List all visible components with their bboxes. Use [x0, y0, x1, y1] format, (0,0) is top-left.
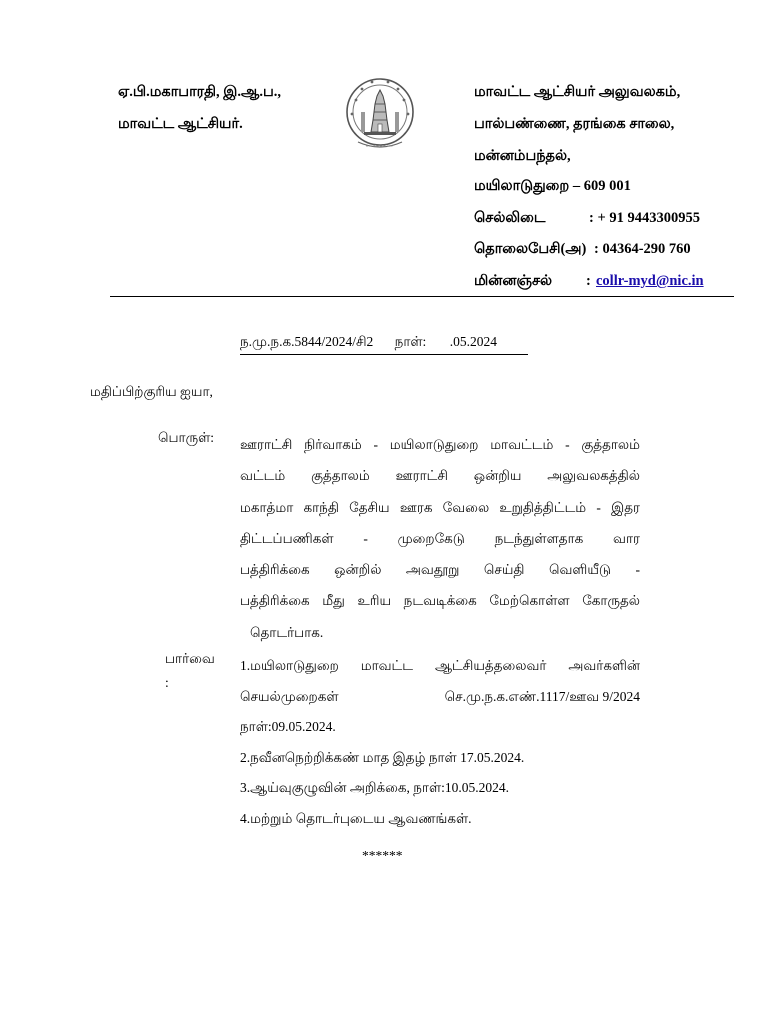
reference-date-label: நாள்:: [394, 334, 427, 349]
phone-number: : 04364-290 760: [594, 241, 691, 257]
mobile-number: : + 91 9443300955: [589, 210, 700, 226]
email-label: மின்னஞ்சல்: [474, 273, 553, 289]
office-address-line3: மன்னம்பந்தல்,: [474, 148, 571, 164]
mobile-label: செல்லிடை: [474, 210, 546, 226]
tamil-nadu-emblem-icon: [344, 76, 416, 154]
reference-item-1-date: நாள்:09.05.2024.: [240, 719, 336, 734]
salutation: மதிப்பிற்குரிய ஐயா,: [90, 384, 213, 399]
subject-line: பத்திரிக்கை மீது உரிய நடவடிக்கை மேற்கொள்ள கோருதல்: [240, 593, 640, 609]
references-label: பார்வை: [165, 651, 215, 666]
subject-line: பத்திரிக்கை ஒன்றில் அவதூறு செய்தி வெளியீடு -: [240, 562, 640, 578]
reference-item-3: 3.ஆய்வுகுழுவின் அறிக்கை, நாள்:10.05.2024.: [240, 780, 510, 795]
reference-date-value: .05.2024: [449, 334, 497, 349]
office-address-line2: பால்பண்ணை, தரங்கை சாலை,: [474, 116, 675, 132]
reference-item-2: 2.நவீனநெற்றிக்கண் மாத இதழ் நாள் 17.05.2024.: [240, 749, 525, 765]
reference-item-1-line2: [240, 682, 640, 713]
subject-line: திட்டப்பணிகள் - முறைகேடு நடந்துள்ளதாக வார: [240, 530, 640, 546]
reference-item-1-proceedings: செயல்முறைகள்: [240, 688, 339, 704]
section-separator: ******: [362, 848, 403, 863]
sender-designation: மாவட்ட ஆட்சியர்.: [118, 116, 243, 132]
subject-line: ஊராட்சி நிர்வாகம் - மயிலாடுதுறை மாவட்டம் - குத்தாலம்: [240, 437, 640, 452]
email-link[interactable]: collr-myd@nic.in: [596, 273, 704, 289]
subject-label: பொருள்:: [158, 430, 215, 445]
reference-line: [240, 334, 528, 355]
reference-item-1-number: செ.மு.ந.க.எண்.1117/ஊவ 9/2024: [444, 688, 640, 704]
office-address-line4: மயிலாடுதுறை – 609 001: [474, 178, 631, 194]
subject-line: மகாத்மா காந்தி தேசிய ஊரக வேலை உறுதித்திட்டம் - இதர: [240, 499, 640, 515]
reference-item-4: 4.மற்றும் தொடர்புடைய ஆவணங்கள்.: [240, 810, 472, 826]
subject-line: வட்டம் குத்தாலம் ஊராட்சி ஒன்றிய அலுவலகத்தில்: [240, 468, 640, 484]
sender-name: ஏ.பி.மகாபாரதி, இ.ஆ.ப.,: [118, 84, 281, 100]
references-label-colon: :: [165, 675, 169, 690]
subject-text: [240, 429, 640, 648]
email-colon: :: [586, 273, 591, 289]
reference-number: ந.மு.ந.க.5844/2024/சி2: [240, 334, 374, 349]
subject-line: தொடர்பாக.: [250, 624, 324, 640]
office-address-line1: மாவட்ட ஆட்சியர் அலுவலகம்,: [474, 84, 681, 100]
phone-label: தொலைபேசி(அ): [474, 241, 587, 257]
header-divider: [110, 296, 734, 297]
references-list: [240, 651, 640, 834]
reference-item-1-line1: 1.மயிலாடுதுறை மாவட்ட ஆட்சியத்தலைவர் அவர்களின்: [240, 658, 640, 673]
